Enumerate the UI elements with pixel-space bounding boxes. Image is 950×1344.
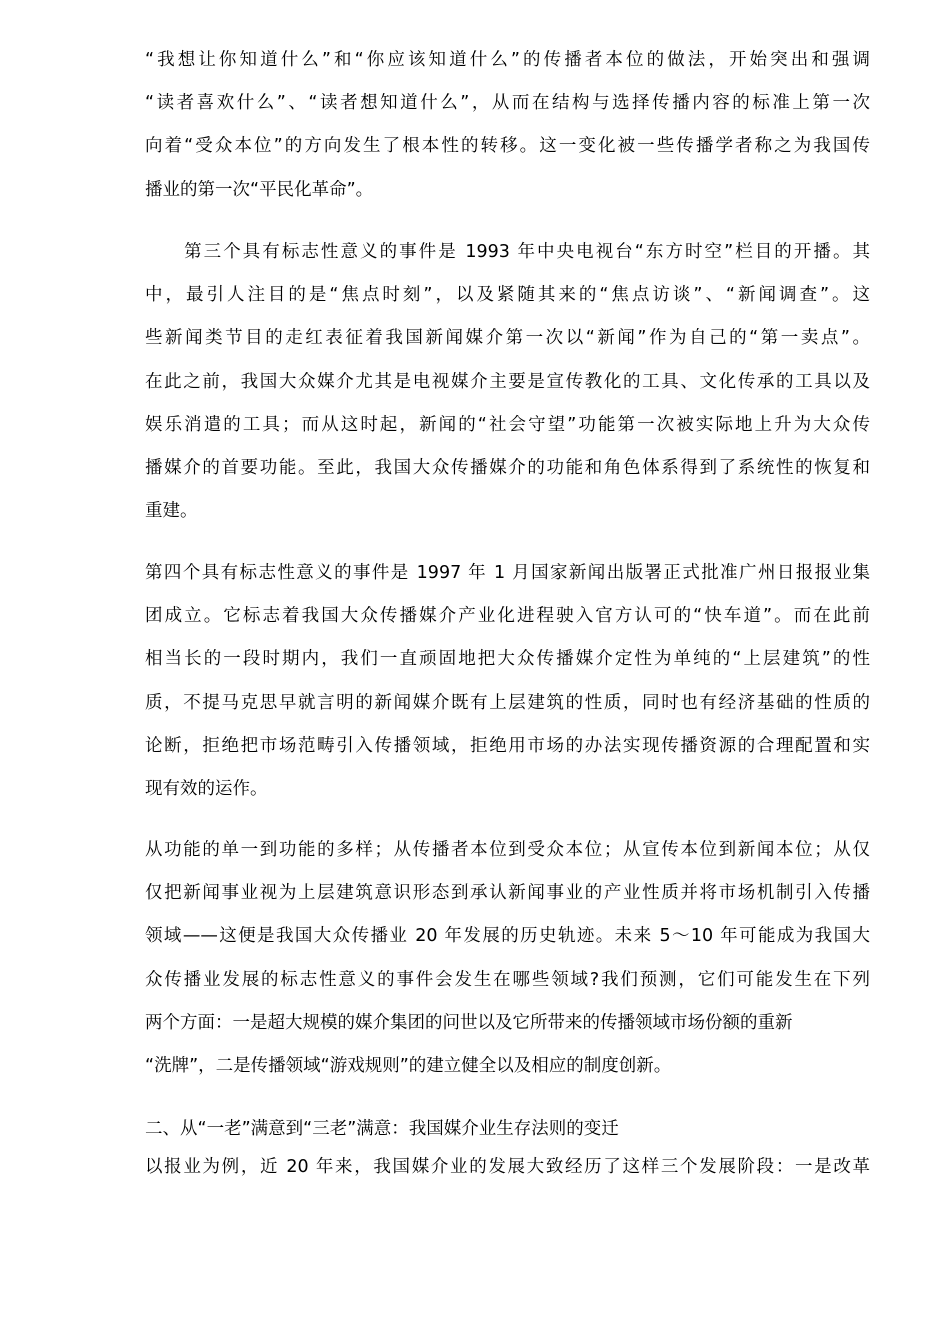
paragraph-oriental-horizon — [145, 238, 870, 526]
paragraph-newspaper-stages — [145, 1153, 870, 1182]
text-line: “洗牌”，二是传播领域“游戏规则”的建立健全以及相应的制度创新。 — [145, 1055, 672, 1076]
text-line: 播业的第一次“平民化革命”。 — [145, 179, 374, 200]
paragraph-guangzhou-daily-group — [145, 559, 870, 804]
text-line: 领域——这便是我国大众传播业 20 年发展的历史轨迹。未来 5～10 年可能成为我国大 — [145, 926, 870, 947]
text-line: “我想让你知道什么”和“你应该知道什么”的传播者本位的做法，开始突出和强调 — [145, 50, 870, 70]
text-line: 现有效的运作。 — [145, 778, 268, 799]
text-line: 中，最引人注目的是“焦点时刻”，以及紧随其来的“焦点访谈”、“新闻调查”。这 — [145, 285, 870, 306]
text-line: 第三个具有标志性意义的事件是 1993 年中央电视台“东方时空”栏目的开播。其 — [145, 242, 870, 262]
text-line: 团成立。它标志着我国大众传播媒介产业化进程驶入官方认可的“快车道”。而在此前 — [145, 606, 870, 627]
text-line: 第四个具有标志性意义的事件是 1997 年 1 月国家新闻出版署正式批准广州日报报业集 — [145, 563, 870, 583]
text-line: 娱乐消遣的工具；而从这时起，新闻的“社会守望”功能第一次被实际地上升为大众传 — [145, 414, 870, 435]
text-line: 向着“受众本位”的方向发生了根本性的转移。这一变化被一些传播学者称之为我国传 — [145, 136, 870, 157]
text-line: 在此之前，我国大众媒介尤其是电视媒介主要是宣传教化的工具、文化传承的工具以及 — [145, 371, 870, 392]
text-line: 播媒介的首要功能。至此，我国大众传播媒介的功能和角色体系得到了系统性的恢复和 — [145, 457, 870, 478]
section-heading — [145, 1115, 870, 1144]
text-line: 重建。 — [145, 501, 198, 522]
paragraph-historical-trajectory — [145, 836, 870, 1081]
text-line: 仅把新闻事业视为上层建筑意识形态到承认新闻事业的产业性质并将市场机制引入传播 — [145, 883, 870, 904]
text-line: 众传播业发展的标志性意义的事件会发生在哪些领域?我们预测，它们可能发生在下列 — [145, 969, 870, 990]
text-line: 以报业为例，近 20 年来，我国媒介业的发展大致经历了这样三个发展阶段：一是改革 — [145, 1157, 870, 1177]
text-line: 两个方面：一是超大规模的媒介集团的问世以及它所带来的传播领域市场份额的重新 — [145, 1012, 793, 1033]
text-line: 些新闻类节目的走红表征着我国新闻媒介第一次以“新闻”作为自己的“第一卖点”。 — [145, 328, 870, 349]
paragraph-receiver-shift — [145, 46, 870, 204]
text-line: 论断，拒绝把市场范畴引入传播领域，拒绝用市场的办法实现传播资源的合理配置和实 — [145, 735, 870, 756]
section-heading-text: 二、从“一老”满意到“三老”满意：我国媒介业生存法则的变迁 — [145, 1119, 619, 1139]
text-line: 相当长的一段时期内，我们一直顽固地把大众传播媒介定性为单纯的“上层建筑”的性 — [145, 649, 870, 670]
text-line: 从功能的单一到功能的多样；从传播者本位到受众本位；从宣传本位到新闻本位；从仅 — [145, 840, 870, 860]
text-line: “读者喜欢什么”、“读者想知道什么”，从而在结构与选择传播内容的标准上第一次 — [145, 93, 870, 114]
text-line: 质，不提马克思早就言明的新闻媒介既有上层建筑的性质，同时也有经济基础的性质的 — [145, 692, 870, 713]
